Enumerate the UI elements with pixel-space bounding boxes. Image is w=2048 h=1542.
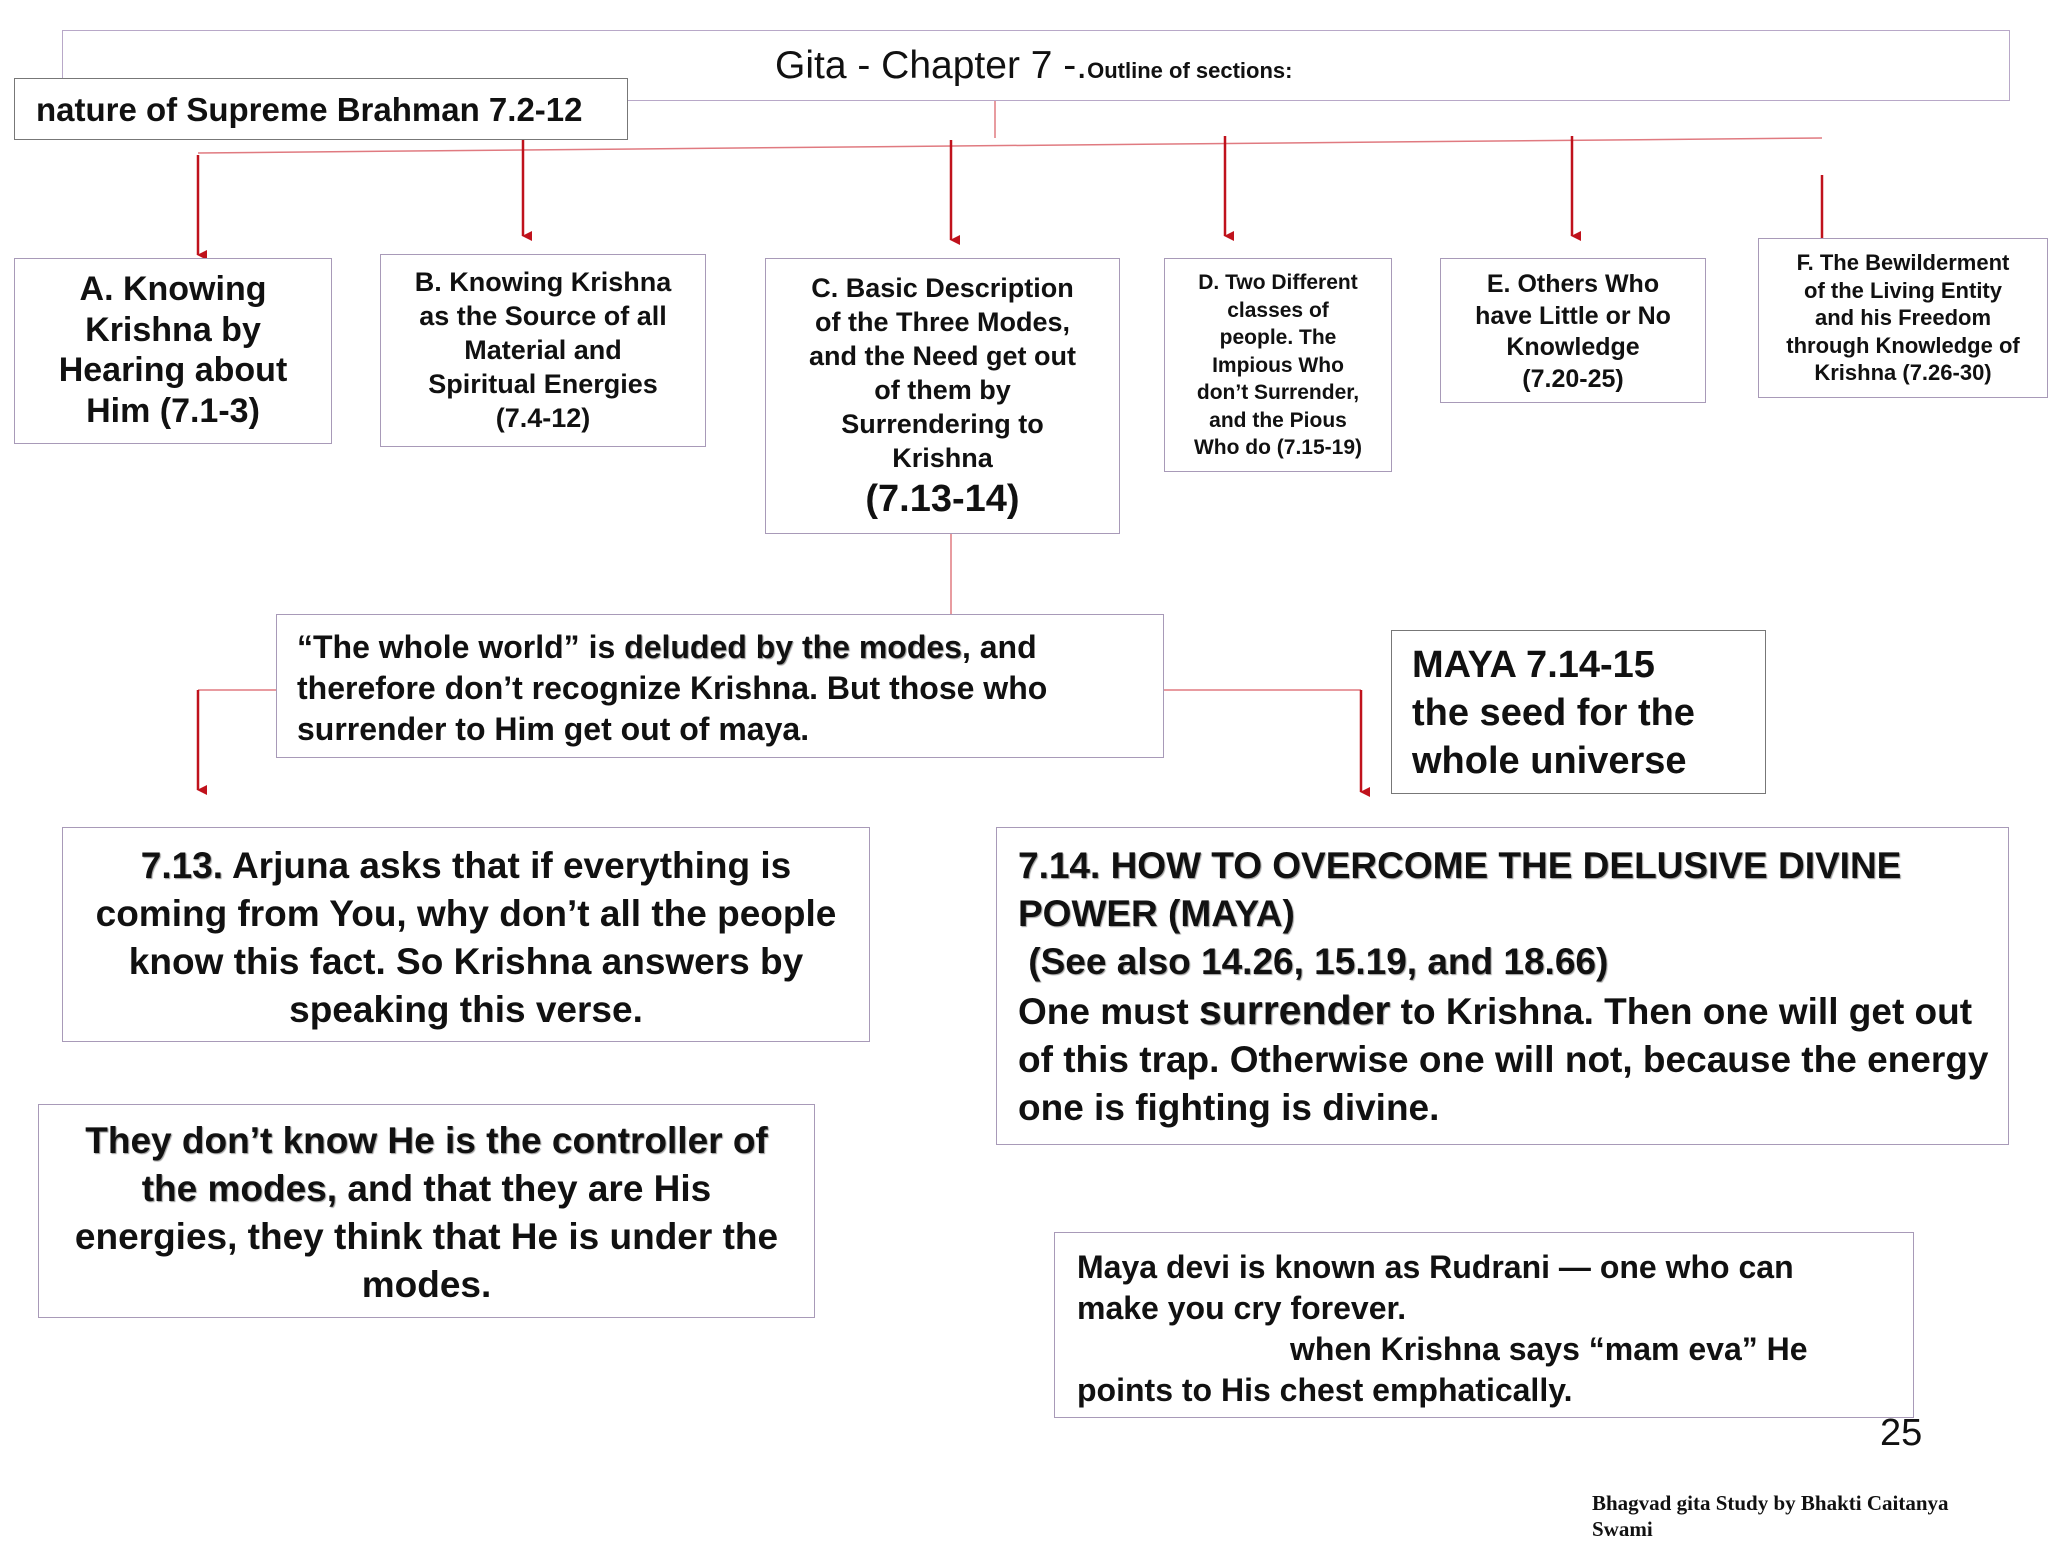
credit-line: Swami (1592, 1517, 1653, 1541)
verse-714-box (996, 827, 2009, 1145)
section-c-line: of them by (874, 375, 1011, 405)
controller-box (38, 1104, 815, 1318)
section-b-line: as the Source of all (419, 301, 667, 331)
controller-emph: They don’t know He is the controller of the modes, (85, 1120, 768, 1209)
section-d-line: D. Two Different (1198, 271, 1358, 294)
section-box-d (1164, 258, 1392, 472)
verse-714-see-also: (See also 14.26, 15.19, and 18.66) (1018, 941, 1609, 982)
section-a-line: Krishna by (85, 310, 261, 349)
section-c-line: Surrendering to (841, 409, 1044, 439)
section-e-line: Knowledge (1506, 333, 1640, 361)
section-box-c (765, 258, 1120, 534)
world-text-1: “The whole world” is (297, 629, 625, 665)
world-text-emph: deluded by the modes (624, 629, 962, 665)
section-f-line: through Knowledge of (1786, 332, 2020, 358)
section-c-ref: (7.13-14) (865, 478, 1020, 520)
verse-714-post: to Krishna. Then one will get out of this trap. Otherwise one will not, because the energy one is fighting is divine. (1018, 991, 1989, 1128)
credit-line: Bhagvad gita Study by Bhakti Caitanya (1592, 1491, 1949, 1515)
section-label: nature of Supreme Brahman 7.2-12 (36, 91, 583, 128)
maya-line: MAYA 7.14-15 (1412, 644, 1655, 686)
rudrani-line: when Krishna says “mam eva” He (1290, 1331, 1808, 1367)
section-f-line: Krishna (7.26-30) (1814, 360, 1992, 385)
maya-line: whole universe (1412, 740, 1687, 782)
world-text-2: , and therefore don’t recognize Krishna. But those who surrender to Him get out of maya. (297, 629, 1048, 747)
section-e-line: E. Others Who (1486, 270, 1660, 298)
section-b-line: Spiritual Energies (428, 369, 658, 399)
section-a-line: Him (7.1-3) (86, 391, 260, 430)
rudrani-box (1054, 1232, 1914, 1418)
verse-714-pre: One must (1018, 991, 1199, 1032)
section-e-line: have Little or No (1475, 301, 1671, 330)
section-box-a (14, 258, 332, 444)
distribution-line (198, 138, 1822, 153)
verse-714-body (1018, 986, 1990, 1132)
controller-rest: and that they are His energies, they think that He is under the modes. (74, 1168, 779, 1305)
section-label-box (14, 78, 628, 140)
section-f-line: of the Living Entity (1804, 277, 2002, 303)
section-d-line: people. The (1219, 326, 1337, 349)
section-a-line: Hearing about (58, 351, 288, 389)
section-box-b (380, 254, 706, 447)
page-number: 25 (1880, 1412, 1923, 1454)
section-f-line: and his Freedom (1814, 305, 1992, 330)
section-d-line: classes of (1227, 298, 1329, 322)
verse-714-heading: 7.14. HOW TO OVERCOME THE DELUSIVE DIVINE POWER (MAYA) (1018, 845, 1902, 934)
verse-713-text: Arjuna asks that if everything is coming from You, why don’t all the people know this fact. So Krishna answers by speaking this verse. (95, 845, 837, 1030)
maya-line: the seed for the (1412, 692, 1695, 734)
section-box-f (1758, 238, 2048, 398)
section-e-line: (7.20-25) (1522, 364, 1624, 393)
section-c-line: and the Need get out (808, 341, 1076, 371)
verse-713-box (62, 827, 870, 1042)
section-d-line: don’t Surrender, (1196, 381, 1360, 404)
title-sub: Outline of sections: (1087, 58, 1293, 83)
credit (1592, 1490, 2012, 1542)
section-d-line: Who do (7.15-19) (1193, 436, 1362, 459)
rudrani-line: make you cry forever. (1077, 1290, 1407, 1326)
section-d-line: and the Pious (1209, 408, 1347, 432)
title-main: Gita - Chapter 7 -. (775, 44, 1088, 87)
page-title (775, 44, 1292, 88)
section-c-line: C. Basic Description (811, 273, 1074, 303)
section-b-line: B. Knowing Krishna (414, 267, 672, 297)
section-c-line: Krishna (892, 443, 993, 473)
rudrani-line: points to His chest emphatically. (1077, 1372, 1573, 1408)
section-f-line: F. The Bewilderment (1796, 250, 2010, 275)
section-box-e (1440, 258, 1706, 403)
verse-714-keyword: surrender (1198, 987, 1391, 1033)
section-c-line: of the Three Modes, (814, 307, 1071, 337)
maya-seed-box (1391, 630, 1766, 794)
section-d-line: Impious Who (1212, 353, 1344, 377)
section-b-line: (7.4-12) (495, 403, 591, 433)
verse-713-ref: 7.13. (140, 845, 224, 886)
rudrani-line: Maya devi is known as Rudrani — one who can (1077, 1249, 1794, 1285)
world-deluded-box (276, 614, 1164, 758)
section-b-line: Material and (464, 335, 622, 365)
section-a-line: A. Knowing (79, 270, 267, 308)
